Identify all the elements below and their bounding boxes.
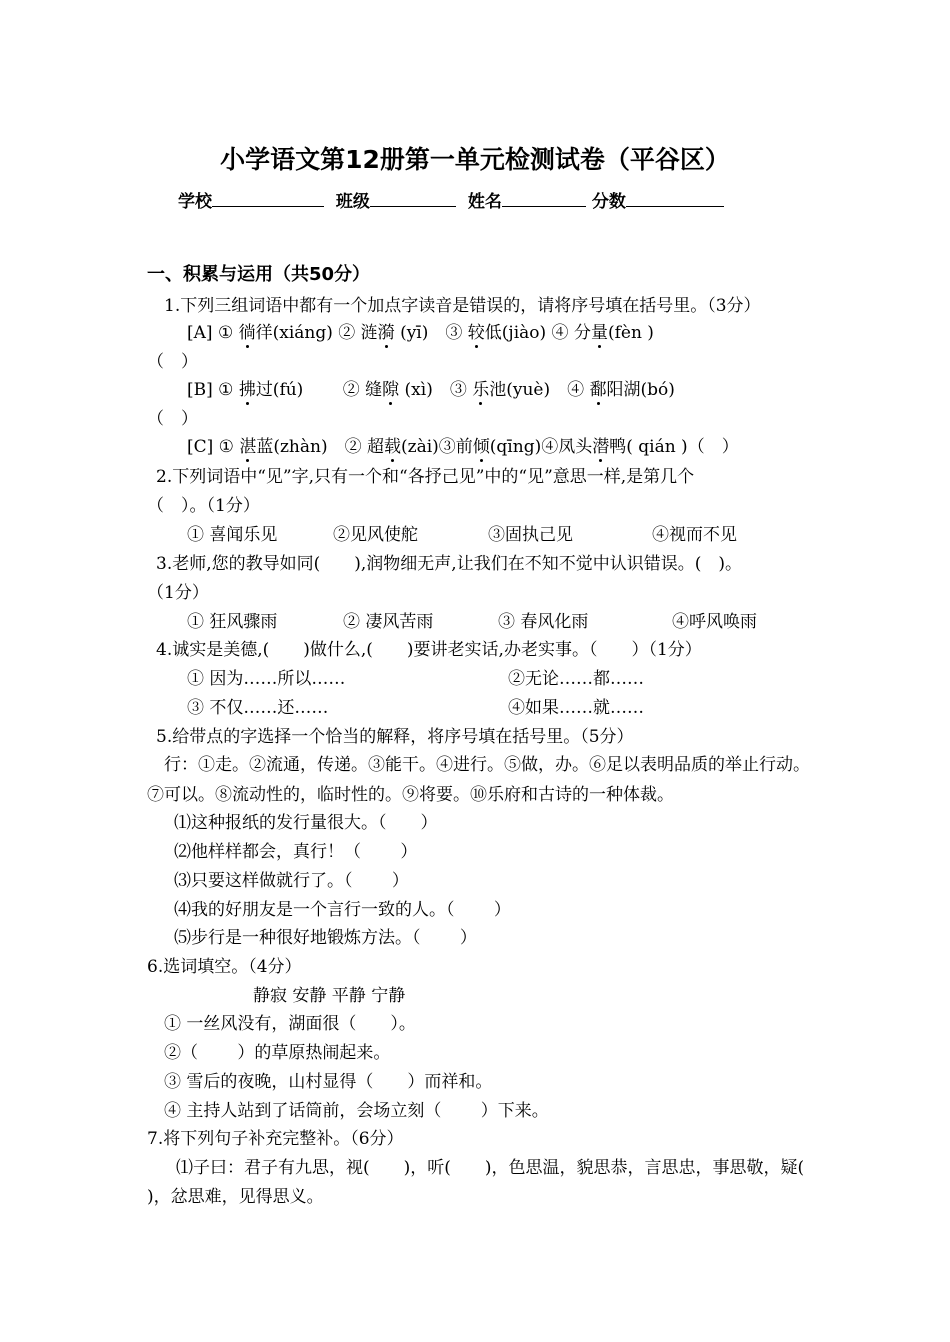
option: ④呼风唤雨 xyxy=(672,612,757,632)
list-item: ③ 雪后的夜晚，山村显得（ ）而祥和。 xyxy=(164,1072,493,1092)
list-item: ⑶只要这样做就行了。（ ） xyxy=(174,871,409,891)
dotted-char: 徜 xyxy=(238,323,256,343)
name-label: 姓名 xyxy=(467,192,502,212)
list-item: ⑴这种报纸的发行量很大。（ ） xyxy=(174,813,438,833)
question-2-stem-cont: （ ）。（1分） xyxy=(147,496,260,516)
list-item-cont: )，忿思难，见得思义。 xyxy=(147,1187,324,1207)
dotted-char: 拂 xyxy=(238,380,256,400)
student-info-row xyxy=(178,190,730,213)
option: ②见风使舵 xyxy=(333,525,418,545)
option: ③固执己见 xyxy=(488,525,573,545)
option: ③ 春风化雨 xyxy=(498,612,589,632)
list-item: ⑸步行是一种很好地锻炼方法。（ ） xyxy=(174,928,477,948)
definitions-cont: ⑦可以。⑧流动性的，临时性的。⑨将要。⑩乐府和古诗的一种体裁。 xyxy=(147,785,674,805)
option: ③ 不仅……还…… xyxy=(187,698,329,718)
section-heading: 一、积累与运用（共50分） xyxy=(147,264,371,285)
class-field[interactable] xyxy=(370,190,456,207)
dotted-char: 鄱 xyxy=(589,380,607,400)
question-1-group-a: [A] ① 徜徉(xiáng) ② 涟漪 (yī) ③ 较低(jiào) ④ 分量(fèn ) xyxy=(187,323,654,343)
dotted-char: 隙 xyxy=(382,380,400,400)
dotted-char: 量 xyxy=(590,323,608,343)
dotted-char: 乐 xyxy=(472,380,490,400)
option: ② 凄风苦雨 xyxy=(343,612,434,632)
dotted-char: 潜 xyxy=(592,437,610,457)
definitions: 行：①走。②流通，传递。③能干。④进行。⑤做，办。⑥足以表明品质的举止行动。 xyxy=(164,755,810,775)
option: ① 狂风骤雨 xyxy=(187,612,278,632)
list-item: ④ 主持人站到了话筒前，会场立刻（ ）下来。 xyxy=(164,1101,549,1121)
dotted-char: 湛 xyxy=(239,437,257,457)
question-4-stem: 4.诚实是美德,( )做什么,( )要讲老实话,办老实事。（ ）（1分） xyxy=(156,640,702,660)
question-1-group-b: [B] ① 拂过(fú) ② 缝隙 (xì) ③ 乐池(yuè) ④ 鄱阳湖(bó) xyxy=(187,380,675,400)
option: ④如果……就…… xyxy=(508,698,644,718)
list-item: ① 一丝风没有，湖面很（ ）。 xyxy=(164,1014,416,1034)
page-title: 小学语文第12册第一单元检测试卷（平谷区） xyxy=(220,145,730,174)
option: ① 因为……所以…… xyxy=(187,669,346,689)
question-3-stem: 3.老师,您的教导如同( ),润物细无声,让我们在不知不觉中认识错误。( )。 xyxy=(156,554,742,574)
list-item: ②（ ）的草原热闹起来。 xyxy=(164,1043,391,1063)
list-item: ⑴子曰：君子有九思，视( )，听( )，色思温，貌思恭，言思忠，事思敬，疑( xyxy=(176,1158,805,1178)
score-label: 分数 xyxy=(591,192,626,212)
dotted-char: 载 xyxy=(384,437,401,457)
word-bank: 静寂 安静 平静 宁静 xyxy=(253,986,406,1006)
dotted-char: 漪 xyxy=(377,323,395,343)
answer-blank[interactable]: （ ） xyxy=(147,352,198,372)
option: ②无论……都…… xyxy=(508,669,644,689)
dotted-char: 倾 xyxy=(472,437,490,457)
option: ④视而不见 xyxy=(652,525,737,545)
school-label: 学校 xyxy=(178,192,212,212)
question-5-stem: 5.给带点的字选择一个恰当的解释，将序号填在括号里。（5分） xyxy=(156,727,634,747)
question-3-stem-cont: （1分） xyxy=(147,583,209,603)
question-1-stem: 1.下列三组词语中都有一个加点字读音是错误的，请将序号填在括号里。（3分） xyxy=(164,296,761,316)
answer-blank[interactable]: （ ） xyxy=(147,409,198,429)
dotted-char: 较 xyxy=(467,323,485,343)
question-6-stem: 6.选词填空。（4分） xyxy=(147,957,302,977)
list-item: ⑵他样样都会，真行！（ ） xyxy=(174,842,418,862)
name-field[interactable] xyxy=(502,190,586,207)
school-field[interactable] xyxy=(212,190,324,207)
question-7-stem: 7.将下列句子补充完整补。（6分） xyxy=(147,1129,404,1149)
question-2-stem: 2.下列词语中“见”字,只有一个和“各抒己见”中的“见”意思一样,是第几个 xyxy=(156,467,695,487)
score-field[interactable] xyxy=(626,190,724,207)
option: ① 喜闻乐见 xyxy=(187,525,278,545)
list-item: ⑷我的好朋友是一个言行一致的人。（ ） xyxy=(174,900,511,920)
question-1-group-c: [C] ① 湛蓝(zhàn) ② 超载(zài)③前倾(qīng)④凤头潜鸭( qián )（ ） xyxy=(187,437,739,457)
class-label: 班级 xyxy=(335,192,370,212)
